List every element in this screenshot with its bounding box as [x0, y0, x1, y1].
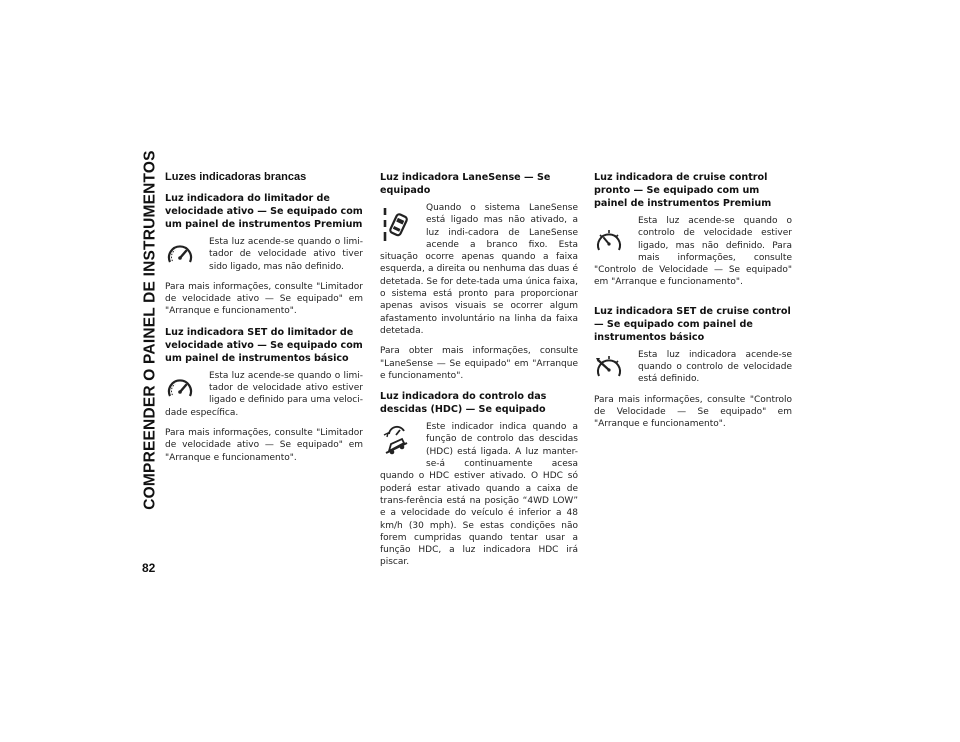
hill-descent-control-icon — [380, 425, 412, 459]
section-paragraph: Para mais informações, consulte "Controlo de Velocidade — Se equipado" em "Arranque e funcionamento". — [594, 394, 792, 430]
section-hdc — [380, 390, 578, 569]
section-speed-limiter-set — [165, 326, 363, 464]
section-cruise-ready — [594, 171, 792, 297]
group-title: Luzes indicadoras brancas — [165, 171, 307, 183]
section-paragraph: Esta luz acende-se quando o controlo de velocidade estiver ligado, mas não definido. Para mais informações, consulte "Controlo de Velocidade — Se equipado" em "Arranque e funcionamento". — [594, 216, 792, 288]
page-number: 82 — [142, 561, 156, 575]
cruise-control-ready-icon — [594, 227, 624, 257]
section-paragraph: Esta luz indicadora acende-se quando o controlo de velocidade está definido. — [638, 349, 792, 385]
section-heading: Luz indicadora SET do limitador de velocidade ativo — Se equipado com um painel de instrumentos básico — [165, 326, 363, 364]
section-lanesense — [380, 171, 578, 382]
section-paragraph: Para mais informações, consulte "Limitador de velocidade ativo — Se equipado" em "Arranque e funcionamento". — [165, 281, 363, 317]
section-paragraph: Este indicador indica quando a função de controlo das descidas (HDC) está ligada. A luz manter-se-á continuamente acesa quando o HDC estiver ativado. O HDC só poderá estar ativado quando a caixa de trans-ferência está na posição “4WD LOW” e a velocidade do veículo é inferior a 48 km/h (30 mph). Se estas condições não forem cumpridas quando tentar usar a função HDC, a luz indicadora HDC irá piscar. — [380, 422, 578, 568]
section-heading: Luz indicadora de cruise control pronto — Se equipado com um painel de instrumentos Premium — [594, 172, 772, 209]
section-paragraph: Esta luz acende-se quando o limi-tador de velocidade ativo estiver ligado e definido para uma veloci-dade específica. — [165, 370, 363, 418]
section-paragraph: Para obter mais informações, consulte "LaneSense — Se equipado" em "Arranque e funcionamento". — [380, 346, 578, 381]
section-paragraph: Quando o sistema LaneSense está ligado mas não ativado, a luz indi-cadora de LaneSense acende a branco fixo. Esta situação ocorre apenas quando a faixa esquerda, a direita ou nenhuma das duas é detetada. Se for dete-tada uma única faixa, o sistema está pronto para proporcionar apenas avisos visuais se ocorrer algum afastamento involuntário na linha da faixa detetada. — [380, 203, 578, 336]
column-2 — [380, 171, 578, 577]
chapter-side-title-text: COMPREENDER O PAINEL DE INSTRUMENTOS — [142, 150, 159, 510]
section-paragraph: Esta luz acende-se quando o limi-tador de velocidade ativo tiver sido ligado, mas não definido. — [209, 237, 363, 272]
section-paragraph: Para mais informações, consulte "Limitador de velocidade ativo — Se equipado" em "Arranque e funcionamento". — [165, 427, 363, 463]
section-heading: Luz indicadora SET de cruise control — Se equipado com painel de instrumentos básico — [594, 305, 791, 343]
section-heading: Luz indicadora LaneSense — Se equipado — [380, 172, 551, 196]
speed-limiter-set-icon — [165, 374, 195, 404]
section-heading: Luz indicadora do controlo das descidas (HDC) — Se equipado — [380, 391, 547, 416]
section-cruise-set — [594, 305, 792, 431]
section-heading: Luz indicadora do limitador de velocidade ativo — Se equipado com um painel de instrumentos Premium — [165, 193, 363, 230]
section-speed-limiter — [165, 192, 363, 318]
lanesense-icon — [380, 206, 412, 244]
column-3 — [594, 171, 792, 439]
speed-limiter-icon — [165, 240, 195, 270]
column-1 — [165, 171, 363, 472]
cruise-control-set-icon — [594, 353, 624, 383]
chapter-side-title — [141, 150, 161, 510]
